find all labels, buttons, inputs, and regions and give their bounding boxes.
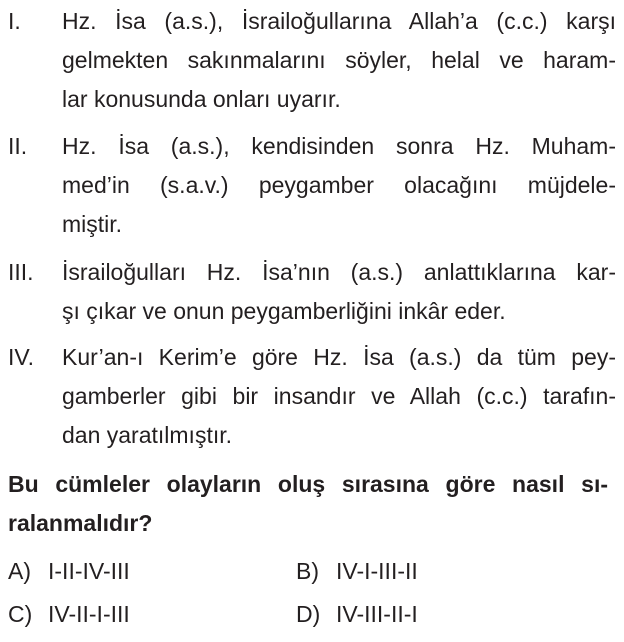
statement-line: Kur’an-ı Kerim’e göre Hz. İsa (a.s.) da tüm pey- bbox=[62, 344, 616, 370]
option-letter: D) bbox=[296, 601, 321, 627]
statement-line: Hz. İsa (a.s.), kendisinden sonra Hz. Muham- bbox=[62, 133, 616, 159]
option-d[interactable] bbox=[296, 595, 418, 634]
option-c[interactable] bbox=[8, 595, 130, 634]
statement-line: med’in (s.a.v.) peygamber olacağını müjdele- bbox=[62, 172, 616, 198]
option-text: IV-I-III-II bbox=[336, 558, 418, 584]
option-b[interactable] bbox=[296, 552, 418, 591]
statement-line: gelmekten sakınmalarını söyler, helal ve haram- bbox=[62, 47, 616, 73]
statement-line: lar konusunda onları uyarır. bbox=[62, 86, 341, 112]
statement-line: gamberler gibi bir insandır ve Allah (c.c.) tarafın- bbox=[62, 383, 616, 409]
statement-number: I. bbox=[8, 8, 21, 34]
statement-line: şı çıkar ve onun peygamberliğini inkâr eder. bbox=[62, 298, 506, 324]
option-text: IV-III-II-I bbox=[336, 601, 418, 627]
option-text: IV-II-I-III bbox=[48, 601, 130, 627]
statement-line: miştir. bbox=[62, 211, 123, 237]
statement-number: II. bbox=[8, 133, 28, 159]
option-letter: C) bbox=[8, 601, 33, 627]
option-letter: A) bbox=[8, 558, 31, 584]
statement-line: dan yaratılmıştır. bbox=[62, 422, 233, 448]
question-line: Bu cümleler olayların oluş sırasına göre nasıl sı- bbox=[8, 471, 608, 497]
option-a[interactable] bbox=[8, 552, 130, 591]
statement-line: Hz. İsa (a.s.), İsrailoğullarına Allah’a (c.c.) karşı bbox=[62, 8, 616, 34]
question-line: ralanmalıdır? bbox=[8, 510, 153, 536]
statement-number: III. bbox=[8, 259, 34, 285]
statement-number: IV. bbox=[8, 344, 35, 370]
statement-line: İsrailoğulları Hz. İsa’nın (a.s.) anlattıklarına kar- bbox=[62, 259, 616, 285]
option-letter: B) bbox=[296, 558, 319, 584]
option-text: I-II-IV-III bbox=[48, 558, 130, 584]
